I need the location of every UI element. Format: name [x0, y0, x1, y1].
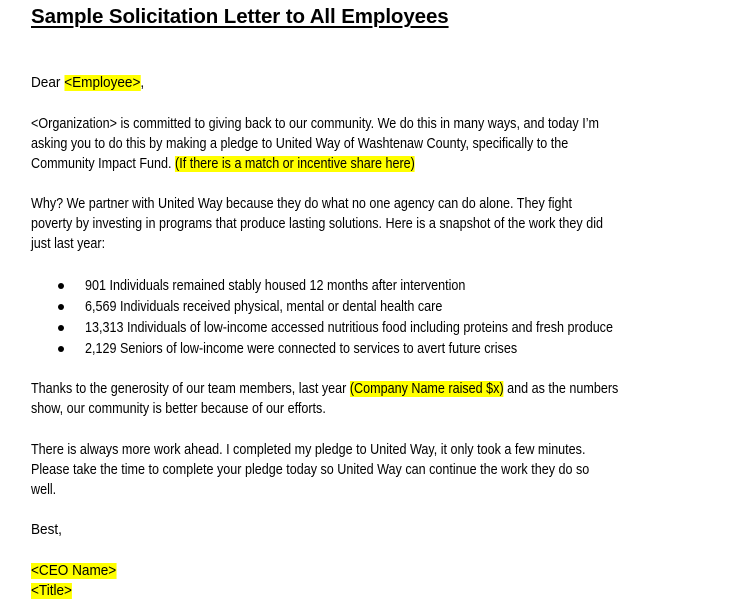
signature-name: [31, 561, 116, 581]
bullet-icon: [58, 325, 64, 331]
paragraph1-line3-text: Community Impact Fund.: [31, 156, 176, 172]
ceo-name-placeholder: <CEO Name>: [31, 563, 117, 579]
paragraph4-line1: There is always more work ahead. I completed my pledge to United Way, it only took a few minutes.: [31, 442, 586, 458]
salutation: [31, 73, 144, 93]
bullet-icon: [58, 283, 64, 289]
paragraph1-line1: <Organization> is committed to giving back to our community. We do this in many ways, and today I’m: [31, 116, 599, 132]
paragraph1-line2: asking you to do this by making a pledge to United Way of Washtenaw County, specifically to the: [31, 136, 569, 152]
paragraph2-line3: just last year:: [31, 236, 106, 252]
document-title: Sample Solicitation Letter to All Employees: [31, 5, 449, 28]
paragraph3-line1-before: Thanks to the generosity of our team members, last year: [31, 381, 350, 397]
company-raised-placeholder: (Company Name raised $x): [349, 381, 504, 397]
bullet-item: 2,129 Seniors of low-income were connected to services to avert future crises: [85, 341, 518, 357]
title-placeholder: <Title>: [31, 583, 72, 599]
bullet-icon: [58, 346, 64, 352]
paragraph3-line1: [31, 379, 618, 399]
employee-placeholder: <Employee>: [64, 75, 141, 91]
signature-title: [31, 581, 72, 601]
closing: Best,: [31, 522, 62, 538]
paragraph3-line1-after: and as the numbers: [503, 381, 619, 397]
bullet-icon: [58, 304, 64, 310]
paragraph1-line3: [31, 154, 415, 174]
salutation-suffix: ,: [140, 75, 145, 91]
bullet-item: 13,313 Individuals of low-income accessed nutritious food including proteins and fresh produce: [85, 320, 613, 336]
paragraph4-line2: Please take the time to complete your pledge today so United Way can continue the work they do so: [31, 462, 590, 478]
bullet-item: 6,569 Individuals received physical, mental or dental health care: [85, 299, 443, 315]
paragraph2-line2: poverty by investing in programs that produce lasting solutions. Here is a snapshot of the work they did: [31, 216, 603, 232]
bullet-item: 901 Individuals remained stably housed 12 months after intervention: [85, 278, 466, 294]
paragraph2-line1: Why? We partner with United Way because they do what no one agency can do alone. They fight: [31, 196, 573, 212]
paragraph4-line3: well.: [31, 482, 57, 498]
paragraph3-line2: show, our community is better because of our efforts.: [31, 401, 326, 417]
salutation-prefix: Dear: [31, 75, 65, 91]
match-incentive-placeholder: (If there is a match or incentive share here): [175, 156, 415, 172]
